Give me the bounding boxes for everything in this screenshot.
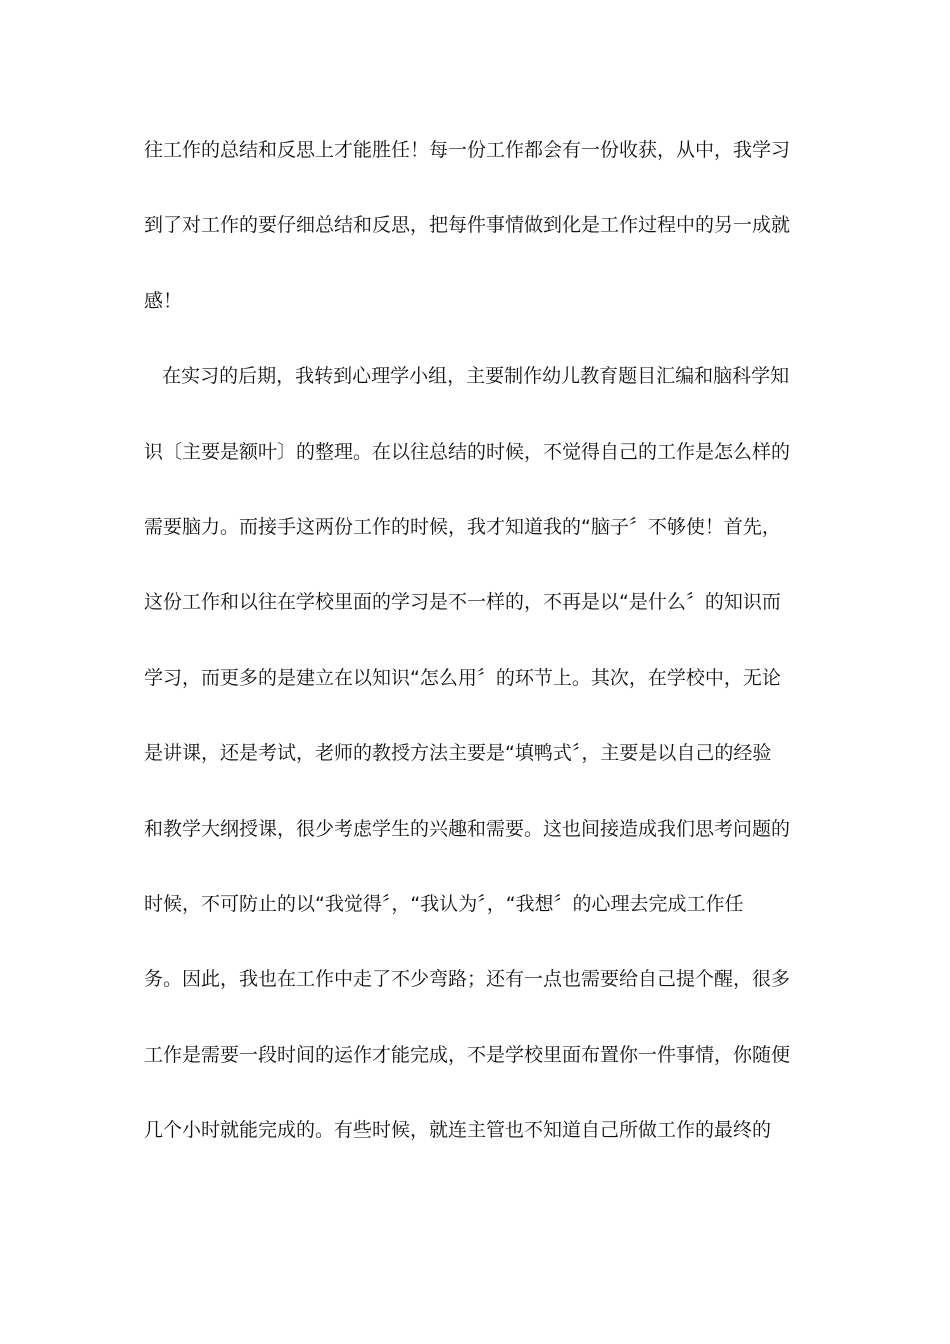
text-line: 是讲课，还是考试，老师的教授方法主要是“填鸭式〞，主要是以自己的经验 — [144, 742, 772, 765]
text-line: 感！ — [144, 289, 183, 312]
text-line: 和教学大纲授课，很少考虑学生的兴趣和需要。这也间接造成我们思考问题的 — [144, 817, 791, 840]
text-line: 需要脑力。而接手这两份工作的时候，我才知道我的“脑子〞不够使！首先， — [144, 515, 781, 538]
text-line: 时候，不可防止的以“我觉得〞，“我认为〞，“我想〞的心理去完成工作任 — [144, 892, 744, 915]
text-line: 学习，而更多的是建立在以知识“怎么用〞的环节上。其次，在学校中，无论 — [144, 666, 781, 689]
text-line: 这份工作和以往在学校里面的学习是不一样的，不再是以“是什么〞的知识而 — [144, 591, 781, 614]
body-text — [144, 132, 804, 1187]
text-line: 几个小时就能完成的。有些时候，就连主管也不知道自己所做工作的最终的 — [144, 1119, 772, 1142]
text-line: 识〔主要是额叶〕的整理。在以往总结的时候，不觉得自己的工作是怎么样的 — [144, 440, 791, 463]
text-line: 往工作的总结和反思上才能胜任！每一份工作都会有一份收获，从中，我学习 — [144, 139, 791, 161]
text-line: 到了对工作的要仔细总结和反思，把每件事情做到化是工作过程中的另一成就 — [144, 214, 791, 237]
text-line: 在实习的后期，我转到心理学小组，主要制作幼儿教育题目汇编和脑科学知 — [144, 365, 790, 388]
text-line: 务。因此，我也在工作中走了不少弯路；还有一点也需要给自己提个醒，很多 — [144, 968, 791, 991]
text-line: 工作是需要一段时间的运作才能完成，不是学校里面布置你一件事情，你随便 — [144, 1043, 791, 1066]
